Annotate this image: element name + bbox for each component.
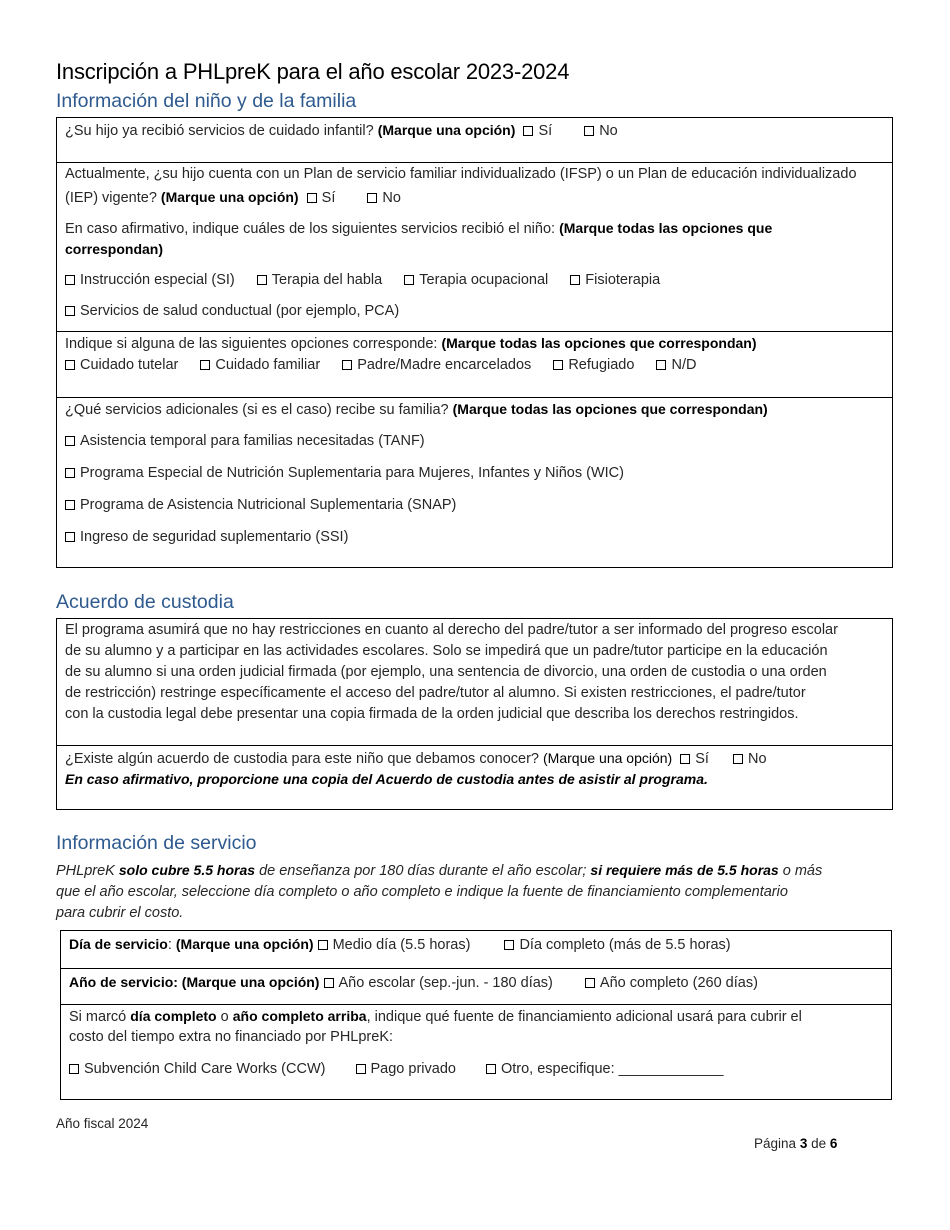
other-funding-checkbox[interactable]	[486, 1064, 496, 1074]
full-year-checkbox[interactable]	[585, 978, 595, 988]
snap-checkbox[interactable]	[65, 500, 75, 510]
yes-label: Sí	[695, 751, 709, 767]
custody-paragraph-line: de su alumno y a participar en las actividades escolares. Solo se impedirá que un padre/tutor participe en la educación	[65, 643, 828, 659]
service-year-row	[61, 968, 891, 1004]
mark-one-instruction: (Marque una opción)	[543, 750, 673, 766]
fiscal-year-footer: Año fiscal 2024	[56, 1116, 149, 1131]
of-word: de	[811, 1136, 827, 1151]
mark-all-instruction: (Marque todas las opciones que	[559, 220, 773, 236]
colon: :	[167, 937, 172, 953]
intro-line: para cubrir el costo.	[56, 905, 184, 921]
page-number	[754, 1136, 837, 1151]
funding-row	[61, 1004, 891, 1099]
intro-text: PHLpreK	[56, 863, 115, 879]
ccw-checkbox[interactable]	[69, 1064, 79, 1074]
custody-paragraph-row	[57, 619, 892, 745]
service-day-row	[61, 931, 891, 968]
foster-care-checkbox[interactable]	[65, 360, 75, 370]
service-intro	[56, 860, 856, 924]
funding-emphasis: año completo arriba	[232, 1008, 367, 1024]
service-table	[60, 930, 892, 1100]
family-service-label: Asistencia temporal para familias necesitadas (TANF)	[80, 433, 425, 449]
funding-text: Si marcó	[69, 1009, 127, 1025]
child-care-question: ¿Su hijo ya recibió servicios de cuidado infantil?	[65, 123, 374, 139]
custody-no-checkbox[interactable]	[733, 754, 743, 764]
full-year-label: Año completo (260 días)	[599, 975, 758, 991]
ifsp-question-line1: Actualmente, ¿su hijo cuenta con un Plan de servicio familiar individualizado (IFSP) o un Plan de educación individualizado	[65, 166, 857, 182]
page-word: Página	[754, 1136, 797, 1151]
family-services-row	[57, 397, 892, 567]
child-care-yes-checkbox[interactable]	[523, 126, 533, 136]
ifsp-no-checkbox[interactable]	[367, 193, 377, 203]
kinship-care-checkbox[interactable]	[200, 360, 210, 370]
school-year-checkbox[interactable]	[324, 978, 334, 988]
refugee-checkbox[interactable]	[553, 360, 563, 370]
incarcerated-parent-checkbox[interactable]	[342, 360, 352, 370]
funding-option-label: Pago privado	[370, 1061, 456, 1077]
page-title: Inscripción a PHLpreK para el año escolar 2023-2024	[56, 59, 570, 84]
section-heading-service: Información de servicio	[56, 832, 257, 854]
mark-all-instruction: (Marque todas las opciones que correspondan)	[441, 335, 757, 351]
occupational-therapy-checkbox[interactable]	[404, 275, 414, 285]
family-services-question: ¿Qué servicios adicionales (si es el caso) recibe su familia?	[65, 402, 449, 418]
circumstance-label: Padre/Madre encarcelados	[357, 357, 532, 373]
private-pay-checkbox[interactable]	[356, 1064, 366, 1074]
service-option-label: Servicios de salud conductual (por ejemplo, PCA)	[80, 303, 400, 319]
wic-checkbox[interactable]	[65, 468, 75, 478]
service-option-label: Terapia del habla	[271, 272, 383, 288]
section-heading-custody: Acuerdo de custodia	[56, 591, 234, 613]
child-family-table	[56, 117, 893, 568]
section-heading-child-family: Información del niño y de la familia	[56, 90, 357, 112]
intro-emphasis: si requiere más de 5.5 horas	[590, 862, 779, 878]
ifsp-yes-checkbox[interactable]	[307, 193, 317, 203]
custody-paragraph-line: de su alumno si una orden judicial firmada (por ejemplo, una sentencia de divorcio, una orden de custodia o una orden	[65, 664, 827, 680]
custody-paragraph-line: de restricción) restringe específicamente el acceso del padre/tutor al alumno. Si existen restricciones, el padre/tutor	[65, 685, 806, 701]
family-service-label: Programa Especial de Nutrición Suplementaria para Mujeres, Infantes y Niños (WIC)	[80, 465, 624, 481]
tanf-checkbox[interactable]	[65, 436, 75, 446]
no-label: No	[748, 751, 767, 767]
yes-label: Sí	[538, 123, 553, 139]
full-day-label: Día completo (más de 5.5 horas)	[519, 937, 731, 953]
no-label: No	[599, 123, 618, 139]
page-current: 3	[799, 1136, 808, 1151]
school-year-label: Año escolar (sep.-jun. - 180 días)	[338, 975, 553, 991]
custody-question-row	[57, 745, 892, 809]
special-instruction-checkbox[interactable]	[65, 275, 75, 285]
ifsp-question-line2: (IEP) vigente?	[65, 190, 157, 206]
mark-one-instruction: (Marque una opción)	[175, 936, 314, 952]
custody-paragraph-line: El programa asumirá que no hay restricciones en cuanto al derecho del padre/tutor a ser informado del progreso escolar	[65, 622, 838, 638]
mark-all-instruction: (Marque todas las opciones que correspondan)	[452, 401, 768, 417]
service-option-label: Fisioterapia	[585, 272, 661, 288]
custody-note: En caso afirmativo, proporcione una copia del Acuerdo de custodia antes de asistir al programa.	[65, 771, 708, 787]
intro-line: que el año escolar, seleccione día completo o año completo e indique la fuente de financiamiento complementario	[56, 884, 788, 900]
family-service-label: Programa de Asistencia Nutricional Suplementaria (SNAP)	[80, 497, 457, 513]
behavioral-health-checkbox[interactable]	[65, 306, 75, 316]
circumstance-label: N/D	[671, 357, 697, 373]
services-followup-text: En caso afirmativo, indique cuáles de los siguientes servicios recibió el niño:	[65, 221, 556, 237]
circumstances-question: Indique si alguna de las siguientes opciones corresponde:	[65, 336, 438, 352]
circumstance-label: Cuidado tutelar	[80, 357, 179, 373]
intro-text: o más	[782, 863, 823, 879]
funding-text: o	[220, 1009, 229, 1025]
full-day-checkbox[interactable]	[504, 940, 514, 950]
circumstances-row	[57, 331, 892, 397]
custody-yes-checkbox[interactable]	[680, 754, 690, 764]
ifsp-iep-row	[57, 162, 892, 331]
intro-text: de enseñanza por 180 días durante el año escolar;	[259, 863, 587, 879]
funding-option-label: Otro, especifique: _____________	[500, 1061, 724, 1077]
physiotherapy-checkbox[interactable]	[570, 275, 580, 285]
ssi-checkbox[interactable]	[65, 532, 75, 542]
circumstance-label: Refugiado	[568, 357, 635, 373]
family-service-label: Ingreso de seguridad suplementario (SSI)	[80, 529, 349, 545]
half-day-checkbox[interactable]	[318, 940, 328, 950]
page-total: 6	[829, 1136, 838, 1151]
service-year-label: Año de servicio: (Marque una opción)	[69, 974, 320, 990]
intro-emphasis: solo cubre 5.5 horas	[118, 862, 256, 878]
funding-emphasis: día completo	[130, 1008, 217, 1024]
circumstance-label: Cuidado familiar	[215, 357, 321, 373]
speech-therapy-checkbox[interactable]	[257, 275, 267, 285]
service-option-label: Instrucción especial (SI)	[80, 272, 235, 288]
service-option-label: Terapia ocupacional	[419, 272, 549, 288]
funding-line2: costo del tiempo extra no financiado por PHLpreK:	[69, 1029, 394, 1045]
mark-one-instruction: (Marque una opción)	[160, 189, 299, 205]
service-day-label: Día de servicio	[69, 936, 168, 952]
custody-table	[56, 618, 893, 810]
funding-text: , indique qué fuente de financiamiento adicional usará para cubrir el	[366, 1009, 802, 1025]
custody-paragraph-line: con la custodia legal debe presentar una copia firmada de la orden judicial que describa los derechos restringidos.	[65, 706, 799, 722]
mark-one-instruction: (Marque una opción)	[377, 122, 516, 138]
yes-label: Sí	[321, 190, 336, 206]
mark-all-instruction-cont: correspondan)	[65, 241, 164, 257]
not-applicable-checkbox[interactable]	[656, 360, 666, 370]
no-label: No	[382, 190, 401, 206]
funding-option-label: Subvención Child Care Works (CCW)	[84, 1061, 326, 1077]
child-care-question-row	[57, 118, 892, 162]
custody-question: ¿Existe algún acuerdo de custodia para este niño que debamos conocer?	[65, 751, 539, 767]
half-day-label: Medio día (5.5 horas)	[332, 937, 471, 953]
child-care-no-checkbox[interactable]	[584, 126, 594, 136]
